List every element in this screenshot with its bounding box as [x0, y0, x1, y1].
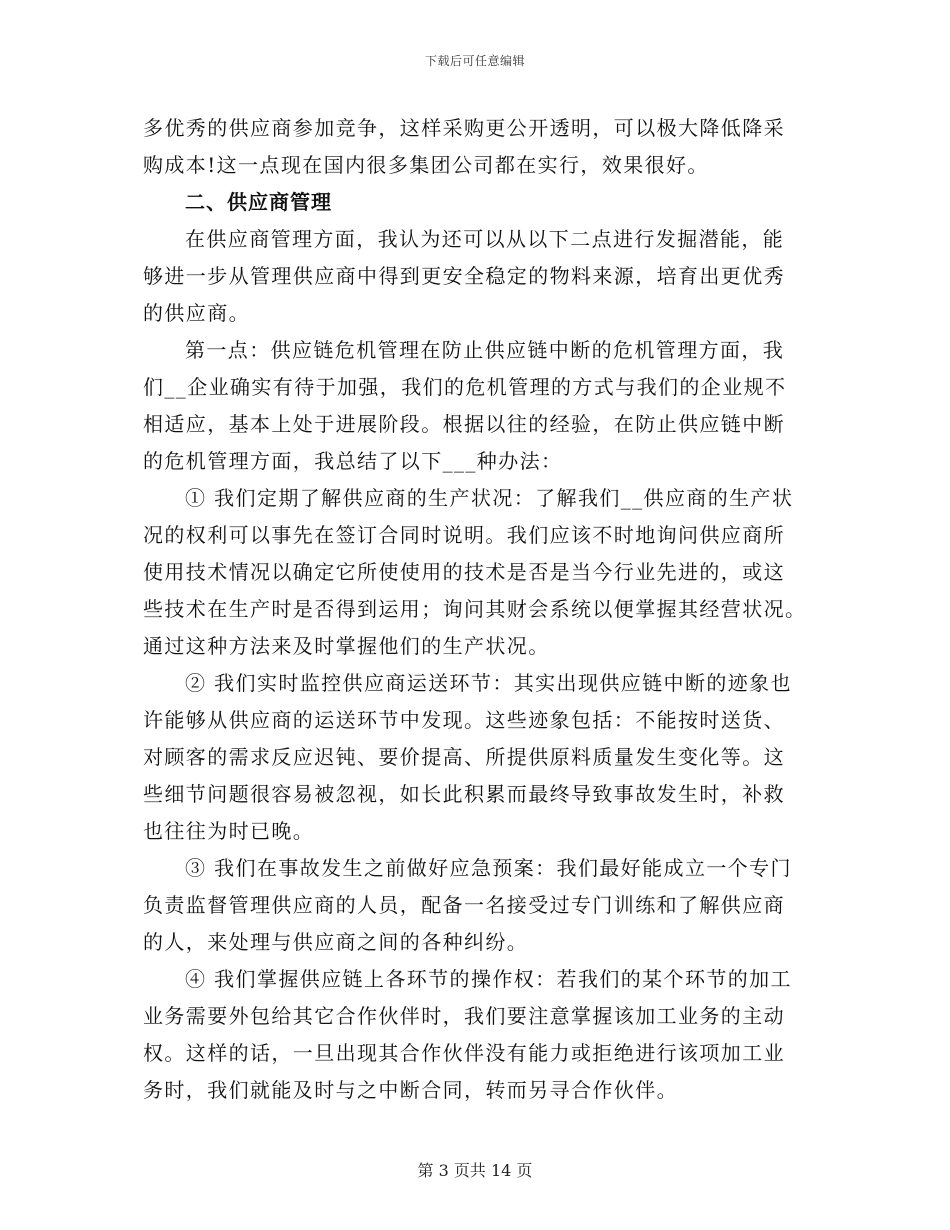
body-line: 对顾客的需求反应迟钝、要价提高、所提供原料质量发生变化等。这 — [143, 745, 785, 769]
body-line: 些细节问题很容易被忽视，如长此积累而最终导致事故发生时，补救 — [143, 782, 785, 806]
body-line: 许能够从供应商的运送环节中发现。这些迹象包括：不能按时送货、 — [143, 708, 785, 732]
list-item-3: ③ 我们在事故发生之前做好应急预案：我们最好能成立一个专门 — [185, 856, 792, 880]
body-line: 多优秀的供应商参加竞争，这样采购更公开透明，可以极大降低降采 — [143, 116, 785, 140]
body-line: 相适应，基本上处于进展阶段。根据以往的经验，在防止供应链中断 — [143, 412, 785, 436]
body-line: 业务需要外包给其它合作伙伴时，我们要注意掌握该加工业务的主动 — [143, 1004, 785, 1028]
body-line: 购成本!这一点现在国内很多集团公司都在实行，效果很好。 — [143, 153, 709, 177]
body-line: 的人，来处理与供应商之间的各种纠纷。 — [143, 930, 529, 954]
section-heading: 二、供应商管理 — [185, 190, 332, 214]
body-line: 负责监督管理供应商的人员，配备一名接受过专门训练和了解供应商 — [143, 893, 785, 917]
body-line: 的供应商。 — [143, 301, 250, 325]
list-item-4: ④ 我们掌握供应链上各环节的操作权：若我们的某个环节的加工 — [185, 967, 792, 991]
body-line: 权。这样的话，一旦出现其合作伙伴没有能力或拒绝进行该项加工业 — [143, 1041, 785, 1065]
page-header: 下载后可任意编辑 — [424, 54, 525, 68]
body-line: 也往往为时已晚。 — [143, 819, 315, 843]
body-line: 况的权利可以事先在签订合同时说明。我们应该不时地询问供应商所 — [143, 523, 785, 547]
page-footer: 第 3 页共 14 页 — [417, 1161, 533, 1180]
body-line: 在供应商管理方面，我认为还可以从以下二点进行发掘潜能，能 — [185, 227, 785, 251]
list-item-2: ② 我们实时监控供应商运送环节：其实出现供应链中断的迹象也 — [185, 671, 792, 695]
body-line: 的危机管理方面，我总结了以下___种办法： — [143, 449, 563, 473]
body-line: 第一点：供应链危机管理在防止供应链中断的危机管理方面，我 — [185, 338, 785, 362]
body-line: 使用技术情况以确定它所使使用的技术是否是当今行业先进的，或这 — [143, 560, 785, 584]
body-line: 通过这种方法来及时掌握他们的生产状况。 — [143, 634, 550, 658]
body-line: 们__企业确实有待于加强，我们的危机管理的方式与我们的企业规不 — [143, 375, 787, 399]
list-item-1: ① 我们定期了解供应商的生产状况：了解我们__供应商的生产状 — [185, 486, 794, 510]
body-line: 些技术在生产时是否得到运用；询问其财会系统以便掌握其经营状况。 — [143, 597, 807, 621]
body-line: 务时，我们就能及时与之中断合同，转而另寻合作伙伴。 — [143, 1078, 678, 1102]
body-line: 够进一步从管理供应商中得到更安全稳定的物料来源，培育出更优秀 — [143, 264, 785, 288]
document-body — [143, 110, 807, 1109]
